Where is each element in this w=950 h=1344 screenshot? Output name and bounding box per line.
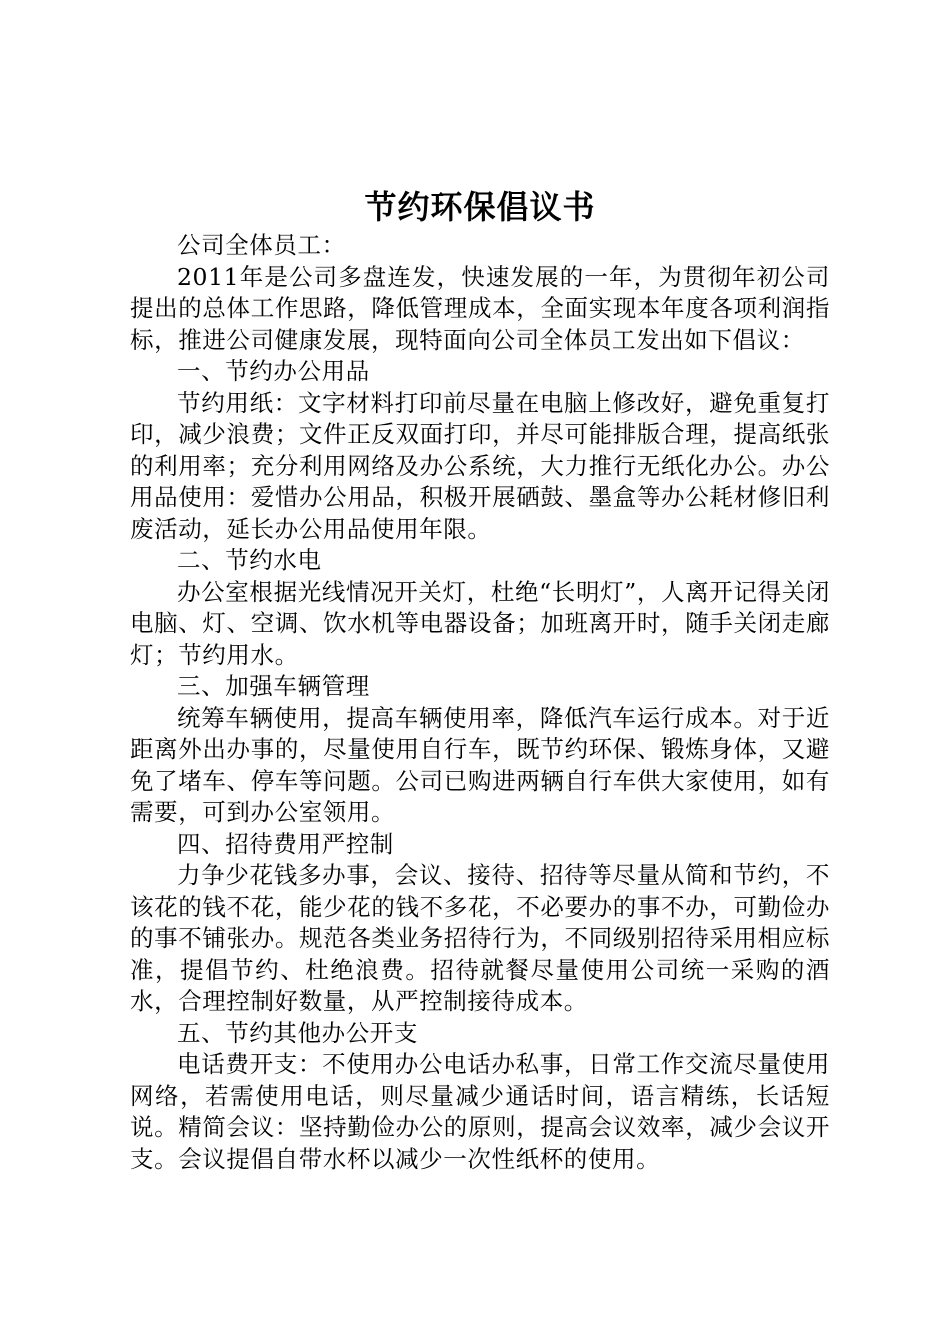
section-heading-1: 一、节约办公用品 [177,357,370,385]
salutation: 公司全体员工： [177,231,346,259]
intro-paragraph: 2011年是公司多盘连发，快速发展的一年，为贯彻年初公司提出的总体工作思路，降低管理成本，全面实现本年度各项利润指标，推进公司健康发展，现特面向公司全体员工发出如下倡议： [130,262,830,354]
section-paragraph-3: 统筹车辆使用，提高车辆使用率，降低汽车运行成本。对于近距离外出办事的，尽量使用自行车，既节约环保、锻炼身体，又避免了堵车、停车等问题。公司已购进两辆自行车供大家使用，如有需要，可到办公室领用。 [130,703,830,826]
section-paragraph-2: 办公室根据光线情况开关灯，杜绝“长明灯”，人离开记得关闭电脑、灯、空调、饮水机等电器设备；加班离开时，随手关闭走廊灯；节约用水。 [130,577,830,669]
section-heading-5: 五、节约其他办公开支 [177,1018,418,1047]
section-heading-3: 三、加强车辆管理 [177,672,370,700]
document-title: 节约环保倡议书 [364,188,596,226]
section-paragraph-5: 电话费开支：不使用办公电话办私事，日常工作交流尽量使用网络，若需使用电话，则尽量减少通话时间，语言精练，长话短说。精简会议：坚持勤俭办公的原则，提高会议效率，减少会议开支。会议提倡自带水杯以减少一次性纸杯的使用。 [130,1050,830,1173]
section-heading-4: 四、招待费用严控制 [177,829,394,858]
document-page [130,0,830,1344]
section-paragraph-1: 节约用纸：文字材料打印前尽量在电脑上修改好，避免重复打印，减少浪费；文件正反双面打印，并尽可能排版合理，提高纸张的利用率；充分利用网络及办公系统，大力推行无纸化办公。办公用品使用：爱惜办公用品，积极开展硒鼓、墨盒等办公耗材修旧利废活动，延长办公用品使用年限。 [130,388,830,543]
section-paragraph-4: 力争少花钱多办事，会议、接待、招待等尽量从简和节约，不该花的钱不花，能少花的钱不多花，不必要办的事不办，可勤俭办的事不铺张办。规范各类业务招待行为，不同级别招待采用相应标准，提倡节约、杜绝浪费。招待就餐尽量使用公司统一采购的酒水，合理控制好数量，从严控制接待成本。 [130,861,830,1015]
document-body [130,230,830,1175]
section-heading-2: 二、节约水电 [177,546,322,574]
